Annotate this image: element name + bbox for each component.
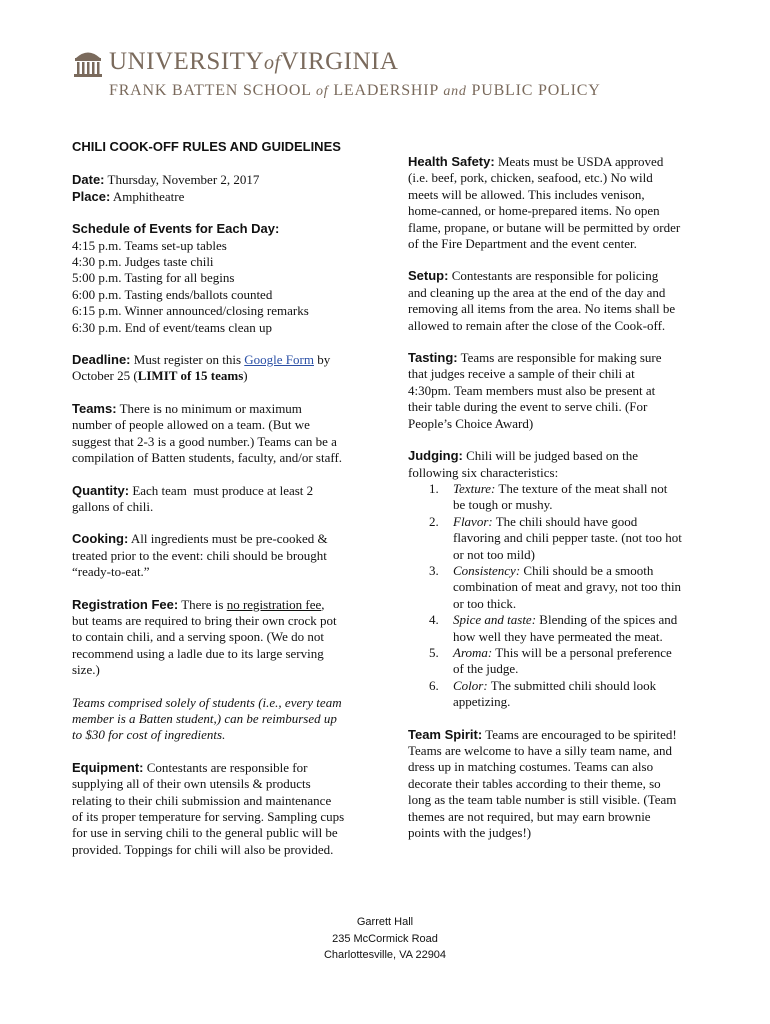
registration-text: but teams are required to bring their own crock pot — [72, 612, 337, 628]
footer-building: Garrett Hall — [356, 916, 414, 928]
criteria-text: appetizing. — [453, 694, 511, 710]
setup-text: and cleaning up the area at the end of the day and — [408, 284, 666, 300]
judging-text: following six characteristics: — [408, 464, 559, 480]
teams-text: compilation of Batten students, faculty, and/or staff. — [72, 450, 343, 466]
cooking-label: Cooking: — [72, 531, 129, 547]
criteria-texture — [408, 481, 708, 514]
teams-label: Teams: — [72, 400, 117, 416]
spirit-text: Teams are encouraged to be spirited! — [485, 726, 677, 742]
equipment-text: for use in serving chili to the general public will be — [72, 825, 338, 841]
criteria-number: 6. — [429, 677, 439, 693]
deadline-text: ) — [243, 368, 248, 384]
spirit-text: decorate their tables according to their theme, so — [408, 775, 661, 791]
health-section — [408, 154, 708, 252]
criteria-text: be tough or mushy. — [453, 497, 553, 513]
rotunda-logo-icon — [72, 46, 104, 78]
left-column — [72, 139, 372, 874]
equipment-text: of its proper temperature for serving. Sampling cups — [72, 809, 345, 824]
setup-section — [408, 268, 708, 334]
spirit-text: dress up in matching costumes. Teams can also — [408, 759, 654, 775]
criteria-name: Color: — [453, 677, 488, 693]
schedule-item: 4:15 p.m. Teams set-up tables — [72, 237, 227, 253]
criteria-text: or too thick. — [453, 595, 517, 611]
criteria-name: Aroma: — [453, 644, 493, 660]
spirit-text: long as the team table number is still visible. (Team — [408, 792, 677, 808]
criteria-text: This will be a personal preference — [495, 644, 672, 660]
tasting-text: that judges receive a sample of their chili at — [408, 366, 635, 382]
criteria-text: Blending of the spices and — [539, 612, 678, 628]
judging-section — [408, 448, 708, 711]
registration-section — [72, 597, 372, 679]
equipment-text: provided. Toppings for chili will also be provided. — [72, 841, 334, 857]
no-fee-text: no registration fee — [226, 596, 322, 612]
quantity-text: Each team must produce at least 2 — [132, 482, 314, 498]
criteria-text: The chili should have good — [495, 513, 638, 529]
team-limit: LIMIT of 15 teams — [137, 368, 244, 384]
footer-street: 235 McCormick Road — [332, 932, 438, 945]
judging-criteria-list — [408, 481, 708, 711]
date-label: Date: — [72, 172, 105, 188]
deadline-text: October 25 ( — [72, 368, 138, 384]
teams-text: suggest that 2-3 is a good number.) Teams can be a — [72, 433, 337, 449]
tasting-text: People’s Choice Award) — [408, 415, 534, 431]
equipment-text: relating to their chili submission and maintenance — [72, 792, 332, 808]
registration-text: to contain chili, and a serving spoon. (We do not — [72, 629, 325, 645]
university-logo — [72, 44, 601, 114]
schedule-item: 6:30 p.m. End of event/teams clean up — [72, 319, 273, 335]
judging-text: Chili will be judged based on the — [466, 448, 639, 464]
criteria-number: 2. — [429, 513, 439, 529]
footer-city: Charlottesville, VA 22904 — [323, 949, 447, 961]
setup-text: allowed to remain after the close of the Cook-off. — [408, 317, 666, 333]
event-details — [72, 172, 372, 205]
setup-text: Contestants are responsible for policing — [451, 268, 659, 284]
criteria-consistency — [408, 563, 708, 612]
schedule-heading: Schedule of Events for Each Day: — [72, 221, 280, 237]
criteria-number: 5. — [429, 644, 439, 660]
criteria-name: Spice and taste: — [453, 612, 537, 628]
criteria-name: Consistency: — [453, 562, 521, 578]
teams-section — [72, 401, 372, 467]
criteria-flavor — [408, 514, 708, 563]
equipment-label: Equipment: — [72, 759, 144, 775]
schedule-section — [72, 221, 372, 336]
right-column — [408, 154, 708, 857]
schedule-item: 4:30 p.m. Judges taste chili — [72, 254, 214, 270]
health-text: home-canned, or home-prepared items. No open — [408, 203, 660, 219]
spirit-text: Teams are welcome to have a silly team name, and — [408, 743, 673, 758]
health-text: meets will be allowed. This includes venison, — [408, 186, 645, 202]
spirit-text: themes are not required, but may earn brownie — [408, 808, 651, 824]
deadline-label: Deadline: — [72, 352, 131, 368]
criteria-text: how well they have permeated the meat. — [453, 628, 663, 644]
tasting-label: Tasting: — [408, 350, 458, 366]
note-text: Teams comprised solely of students (i.e., every team — [72, 694, 342, 710]
tasting-section — [408, 350, 708, 432]
criteria-number: 3. — [429, 562, 439, 578]
criteria-name: Texture: — [453, 480, 496, 496]
criteria-text: or not too mild) — [453, 546, 535, 562]
team-spirit-section — [408, 727, 708, 842]
schedule-item: 5:00 p.m. Tasting for all begins — [72, 270, 235, 286]
criteria-text: The submitted chili should look — [490, 677, 657, 693]
equipment-text: supplying all of their own utensils & products — [72, 776, 311, 792]
schedule-item: 6:00 p.m. Tasting ends/ballots counted — [72, 286, 273, 302]
criteria-number: 4. — [429, 612, 439, 628]
criteria-number: 1. — [429, 480, 439, 496]
school-wordmark: FRANK BATTEN SCHOOL of LEADERSHIP and PUBLIC POLICY — [109, 82, 601, 99]
criteria-name: Flavor: — [453, 513, 493, 529]
place-value: Amphitheatre — [112, 188, 185, 204]
health-text: (i.e. beef, pork, chicken, seafood, etc.) No wild — [408, 170, 653, 186]
quantity-text: gallons of chili. — [72, 498, 154, 514]
quantity-section — [72, 483, 372, 516]
criteria-spice-and-taste — [408, 612, 708, 645]
tasting-text: their table during the event to serve chili. (For — [408, 399, 648, 415]
date-value: Thursday, November 2, 2017 — [107, 172, 260, 188]
teams-text: number of people allowed on a team. (But we — [72, 417, 310, 433]
google-form-link[interactable]: Google Form — [244, 352, 314, 368]
student-reimbursement-note — [72, 695, 372, 744]
registration-text: There is — [181, 596, 224, 612]
university-wordmark: UNIVERSITYofVIRGINIA — [109, 48, 399, 75]
deadline-section — [72, 352, 372, 385]
note-text: to $30 for cost of ingredients. — [72, 727, 226, 743]
criteria-text: Chili should be a smooth — [523, 562, 654, 578]
criteria-text: The texture of the meat shall not — [498, 480, 668, 496]
quantity-label: Quantity: — [72, 482, 130, 498]
setup-label: Setup: — [408, 268, 449, 284]
criteria-text: combination of meat and gravy, not too thin — [453, 579, 682, 595]
deadline-text: Must register on this — [133, 352, 242, 368]
health-text: flame, propane, or butane will be permitted by order — [408, 219, 681, 235]
cooking-text: All ingredients must be pre-cooked & — [130, 531, 328, 547]
setup-text: removing all items from the area. No items shall be — [408, 301, 676, 317]
judging-label: Judging: — [408, 448, 463, 464]
footer-address — [0, 914, 770, 964]
health-text: Meats must be USDA approved — [497, 154, 664, 169]
registration-text: size.) — [72, 662, 100, 678]
equipment-section — [72, 760, 372, 858]
note-text: member is a Batten student,) can be reimbursed up — [72, 710, 337, 726]
criteria-color — [408, 678, 708, 711]
cooking-text: “ready-to-eat.” — [72, 564, 150, 580]
cooking-section — [72, 531, 372, 580]
criteria-aroma — [408, 645, 708, 678]
equipment-text: Contestants are responsible for — [146, 759, 308, 775]
cooking-text: treated prior to the event: chili should be brought — [72, 547, 327, 563]
registration-text: , — [321, 596, 325, 612]
spirit-text: points with the judges!) — [408, 825, 532, 841]
health-label: Health Safety: — [408, 154, 495, 169]
registration-text: recommend using a ladle due to its large serving — [72, 645, 324, 661]
place-label: Place: — [72, 188, 111, 204]
schedule-item: 6:15 p.m. Winner announced/closing remarks — [72, 303, 309, 319]
health-text: of the Fire Department and the event center. — [408, 236, 637, 252]
tasting-text: Teams are responsible for making sure — [460, 350, 662, 366]
document-title: CHILI COOK-OFF RULES AND GUIDELINES — [72, 139, 341, 154]
criteria-text: of the judge. — [453, 661, 519, 677]
registration-label: Registration Fee: — [72, 596, 179, 612]
team-spirit-label: Team Spirit: — [408, 726, 483, 742]
deadline-text: by — [317, 352, 331, 368]
tasting-text: 4:30pm. Team members must also be present at — [408, 382, 656, 398]
teams-text: There is no minimum or maximum — [119, 400, 302, 416]
criteria-text: flavoring and chili pepper taste. (not too hot — [453, 530, 682, 546]
